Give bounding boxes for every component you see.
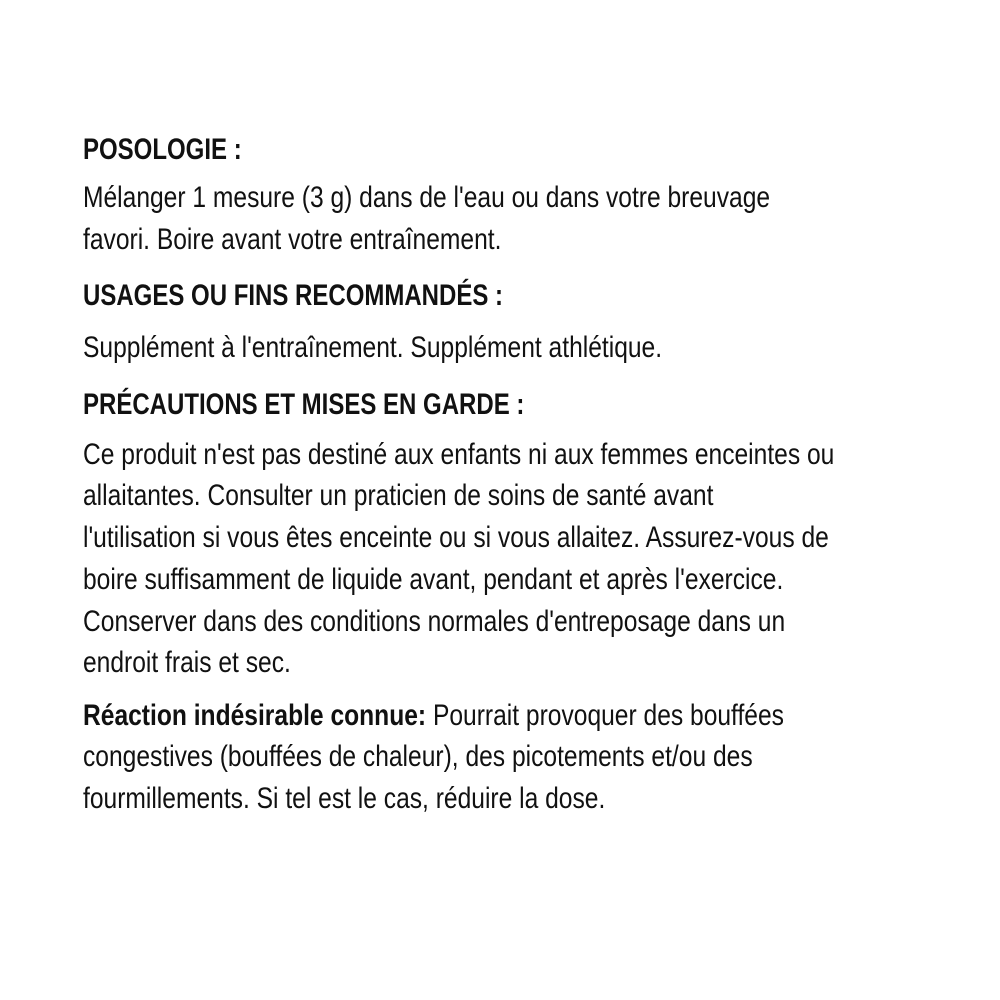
precautions-heading: PRÉCAUTIONS ET MISES EN GARDE : [83,388,525,421]
precautions-text-line: Conserver dans des conditions normales d'entreposage dans un [83,605,786,638]
precautions-text-line: endroit frais et sec. [83,646,291,679]
precautions-text-line: Ce produit n'est pas destiné aux enfants ni aux femmes enceintes ou [83,438,835,471]
posologie-heading: POSOLOGIE : [83,133,242,166]
usages-text-line: Supplément à l'entraînement. Supplément athlétique. [83,331,663,364]
reaction-text-line: fourmillements. Si tel est le cas, réduire la dose. [83,782,606,815]
reaction-text-line: congestives (bouffées de chaleur), des picotements et/ou des [83,740,753,773]
precautions-text-line: allaitantes. Consulter un praticien de soins de santé avant [83,479,714,512]
precautions-text-line: l'utilisation si vous êtes enceinte ou si vous allaitez. Assurez-vous de [83,521,829,554]
precautions-text-line: boire suffisamment de liquide avant, pendant et après l'exercice. [83,563,784,596]
usages-heading: USAGES OU FINS RECOMMANDÉS : [83,279,504,312]
reaction-label: Réaction indésirable connue: [83,699,427,732]
posologie-text-line: Mélanger 1 mesure (3 g) dans de l'eau ou dans votre breuvage [83,181,771,214]
reaction-first-line [83,698,784,734]
reaction-text: Pourrait provoquer des bouffées [426,699,784,732]
posologie-text-line: favori. Boire avant votre entraînement. [83,223,502,256]
